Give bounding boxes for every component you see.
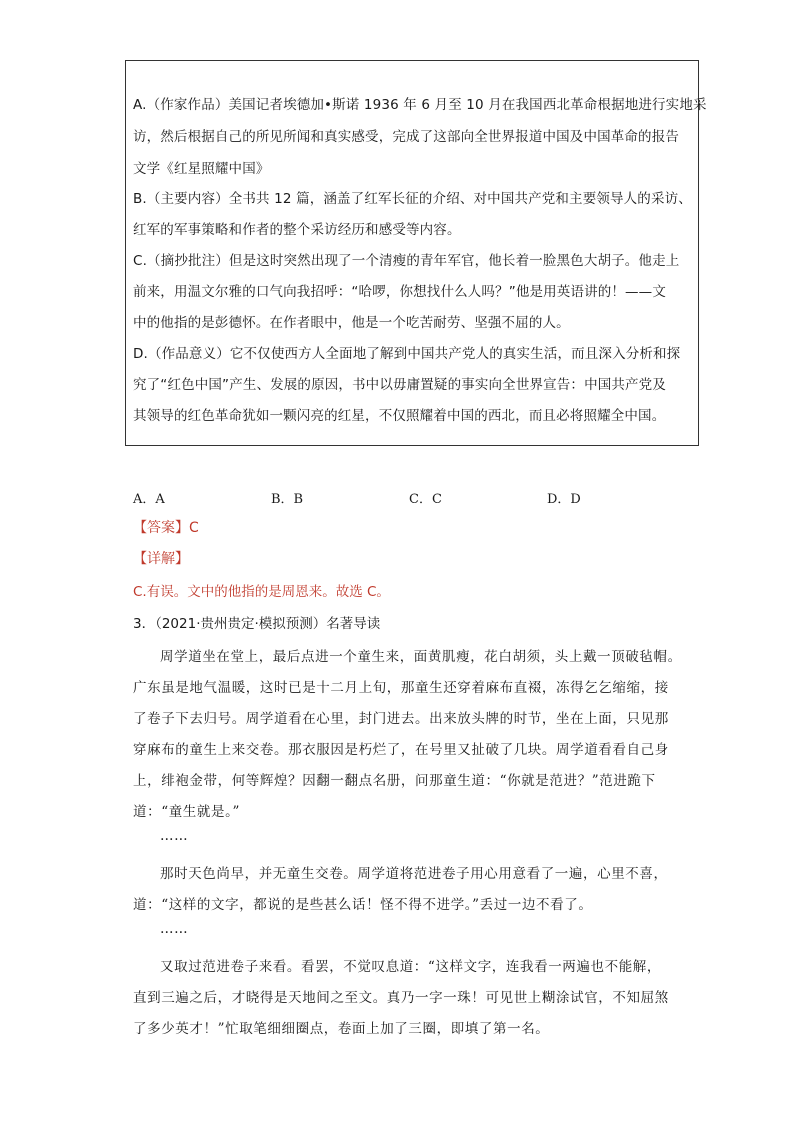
option-c-line-2: 前来，用温文尔雅的口气向我招呼：“哈啰，你想找什么人吗？”他是用英语讲的！——文 <box>133 284 666 300</box>
option-b-line-2: 红军的军事策略和作者的整个采访经历和感受等内容。 <box>133 222 461 238</box>
option-c-line-1: C.（摘抄批注）但是这时突然出现了一个清瘦的青年军官，他长着一脸黑色大胡子。他走上 <box>133 253 680 269</box>
passage-ellipsis-1: …… <box>160 828 189 844</box>
option-d-line-3: 其领导的红色革命犹如一颗闪亮的红星，不仅照耀着中国的西北，而且必将照耀全中国。 <box>133 408 666 424</box>
passage-line-1: 周学道坐在堂上，最后点进一个童生来，面黄肌瘦，花白胡须，头上戴一顶破毡帽。 <box>160 649 682 665</box>
choice-a[interactable]: A．A <box>133 492 165 507</box>
option-a-line-3: 文学《红星照耀中国》 <box>133 161 270 177</box>
choice-b[interactable]: B．B <box>271 492 304 507</box>
passage-line-6: 道：“童生就是。” <box>133 804 240 820</box>
question-3-title: 3．（2021·贵州贵定·模拟预测）名著导读 <box>133 616 381 632</box>
option-b-line-1: B.（主要内容）全书共 12 篇，涵盖了红军长征的介绍、对中国共产党和主要领导人的采访、 <box>133 191 692 207</box>
answer-row <box>133 517 199 537</box>
choice-d[interactable]: D．D <box>547 492 581 507</box>
option-d-line-2: 究了“红色中国”产生、发展的原因，书中以毋庸置疑的事实向全世界宣告：中国共产党及 <box>133 377 666 393</box>
option-a-line-1: A.（作家作品）美国记者埃德加•斯诺 1936 年 6 月至 10 月在我国西北革命根据地进行实地采 <box>133 97 707 113</box>
option-c-line-3: 中的他指的是彭德怀。在作者眼中，他是一个吃苦耐劳、坚强不屈的人。 <box>133 315 570 331</box>
choice-c[interactable]: C．C <box>409 492 442 507</box>
answer-value: C <box>189 520 199 536</box>
answer-label: 【答案】 <box>133 520 189 536</box>
explain-label: 【详解】 <box>133 551 189 567</box>
passage-line-2: 广东虽是地气温暖，这时已是十二月上旬，那童生还穿着麻布直裰，冻得乞乞缩缩，接 <box>133 680 669 696</box>
passage-line-11: 了多少英才！”忙取笔细细圈点，卷面上加了三圈，即填了第一名。 <box>133 1021 550 1037</box>
passage-line-7: 那时天色尚早，并无童生交卷。周学道将范进卷子用心用意看了一遍，心里不喜， <box>160 866 668 882</box>
passage-line-3: 了卷子下去归号。周学道看在心里，封门进去。出来放头牌的时节，坐在上面，只见那 <box>133 711 669 727</box>
passage-line-5: 上，绯袍金带，何等辉煌？因翻一翻点名册，问那童生道：“你就是范进？”范进跪下 <box>133 773 656 789</box>
passage-line-4: 穿麻布的童生上来交卷。那衣服因是朽烂了，在号里又扯破了几块。周学道看看自己身 <box>133 742 669 758</box>
explain-text: C.有误。文中的他指的是周恩来。故选 C。 <box>133 584 390 600</box>
passage-line-8: 道：“这样的文字，都说的是些甚么话！怪不得不进学。”丢过一边不看了。 <box>133 897 593 913</box>
option-a-line-2: 访，然后根据自己的所见所闻和真实感受，完成了这部向全世界报道中国及中国革命的报告 <box>133 129 679 145</box>
passage-ellipsis-2: …… <box>160 921 189 937</box>
passage-line-9: 又取过范进卷子来看。看罢，不觉叹息道：“这样文字，连我看一两遍也不能解， <box>160 959 662 975</box>
option-d-line-1: D.（作品意义）它不仅使西方人全面地了解到中国共产党人的真实生活，而且深入分析和探 <box>133 346 681 362</box>
passage-line-10: 直到三遍之后，才晓得是天地间之至文。真乃一字一珠！可见世上糊涂试官，不知屈煞 <box>133 990 669 1006</box>
